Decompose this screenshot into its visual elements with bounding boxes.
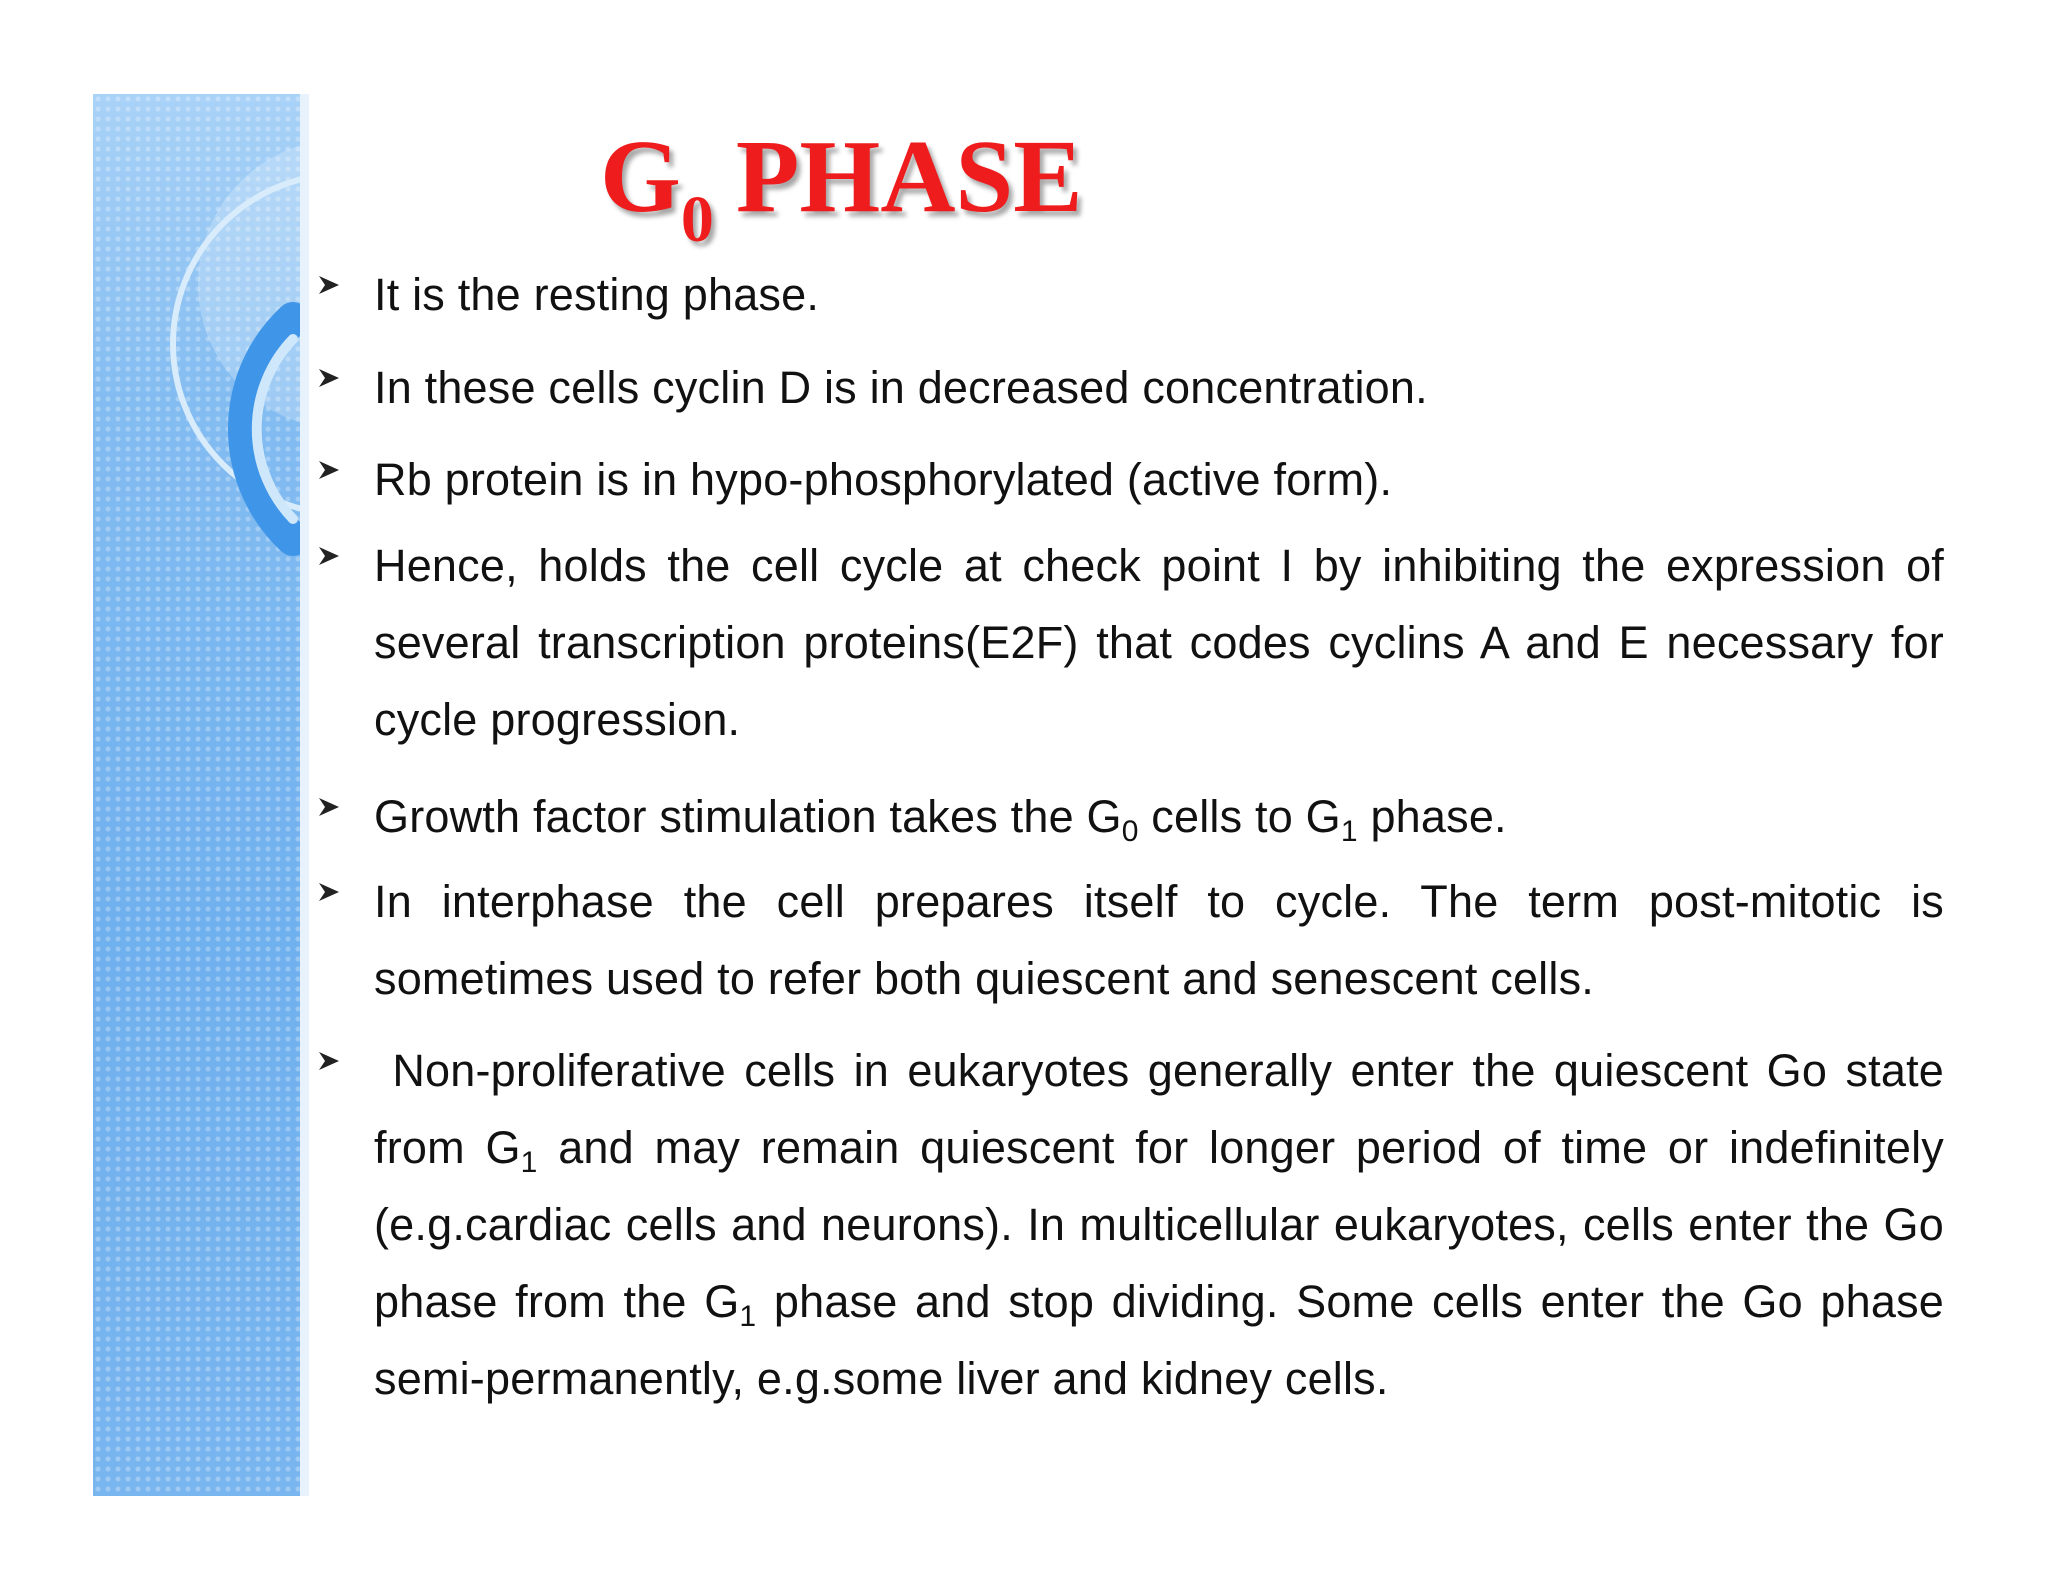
bullet-item-3 [318, 441, 1998, 518]
bullet-item-2 [318, 349, 1998, 426]
arrowhead-bullet-icon [318, 863, 374, 921]
bullet-text: Rb protein is in hypo-phosphorylated (active form). [374, 454, 1393, 505]
slide-title [600, 102, 1460, 256]
bullet-item-6 [318, 863, 1998, 1017]
arrowhead-bullet-icon [318, 256, 374, 314]
arrowhead-bullet-icon [318, 527, 374, 585]
bullet-text: In these cells cyclin D is in decreased concentration. [374, 362, 1428, 413]
bullet-text: It is the resting phase. [374, 269, 820, 320]
decorative-circles [93, 94, 309, 1496]
title-word: PHASE [735, 119, 1083, 234]
title-subscript: 0 [680, 183, 714, 256]
bullet-item-5 [318, 778, 1998, 855]
arrowhead-bullet-icon [318, 349, 374, 407]
bullet-item-1 [318, 256, 1998, 333]
bullet-text: Non-proliferative cells in eukaryotes generally enter the quiescent Go state from $G_1$ and may remain quiescent for longer period of time or indefinitely (e.g.cardiac cells and neurons). In multicellular eukaryotes, cells enter the Go phase from the $G_1$ phase and stop dividing. Some cells enter the Go phase semi-permanently, e.g.some liver and kidney cells. [374, 1045, 1945, 1404]
decorative-side-band [93, 94, 309, 1496]
bullet-text: Hence, holds the cell cycle at check point I by inhibiting the expression of several transcription proteins(E2F) that codes cyclins A and E necessary for cycle progression. [374, 540, 1944, 745]
bullet-text: In interphase the cell prepares itself to cycle. The term post-mitotic is sometimes used to refer both quiescent and senescent cells. [374, 876, 1944, 1004]
bullet-text: Growth factor stimulation takes the $G_0$ cells to $G_1$ phase. [374, 791, 1507, 848]
arrowhead-bullet-icon [318, 778, 374, 836]
side-band-edge [300, 94, 309, 1496]
bullet-item-7 [318, 1032, 1998, 1417]
arrowhead-bullet-icon [318, 441, 374, 499]
arrowhead-bullet-icon [318, 1032, 374, 1090]
title-letter: G [600, 119, 681, 234]
bullet-item-4 [318, 527, 1998, 758]
